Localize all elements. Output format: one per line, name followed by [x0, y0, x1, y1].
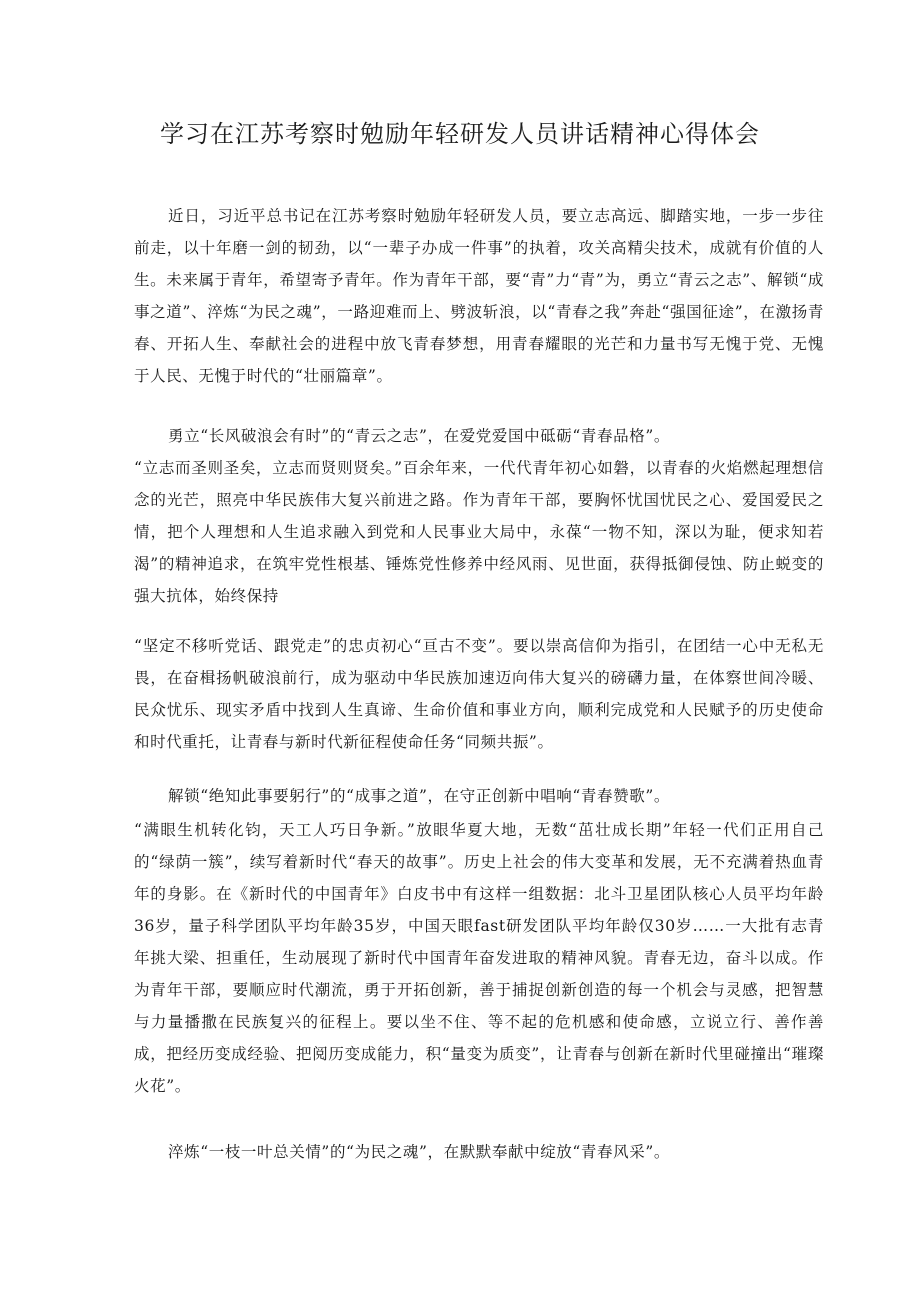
section-heading-ambition: 勇立“长风破浪会有时”的“青云之志”，在爱党爱国中砥砺“青春品格”。: [168, 427, 670, 445]
section-heading-service: 淬炼“一枝一叶总关情”的“为民之魂”，在默默奉献中绽放“青春风采”。: [168, 1143, 670, 1161]
document-title: 学习在江苏考察时勉励年轻研发人员讲话精神心得体会: [160, 120, 760, 148]
paragraph-ambition-body-continued: “坚定不移听党话、跟党走”的忠贞初心“亘古不变”。要以崇高信仰为指引，在团结一心中无私无畏，在奋楫扬帆破浪前行，成为驱动中华民族加速迈向伟大复兴的磅礴力量，在体察世间冷暖、民众忧乐、现实矛盾中找到人生真谛、生命价值和事业方向，顺利完成党和人民赋予的历史使命和时代重托，让青春与新时代新征程使命任务“同频共振”。: [134, 637, 824, 751]
section-heading-practice: 解锁“绝知此事要躬行”的“成事之道”，在守正创新中唱响“青春赞歌”。: [168, 787, 670, 805]
paragraph-ambition-body: “立志而圣则圣矣，立志而贤则贤矣。”百余年来，一代代青年初心如磐，以青春的火焰燃起理想信念的光芒，照亮中华民族伟大复兴前进之路。作为青年干部，要胸怀忧国忧民之心、爱国爱民之情，把个人理想和人生追求融入到党和人民事业大局中，永葆“一物不知，深以为耻，便求知若渴”的精神追求，在筑牢党性根基、锤炼党性修养中经风雨、见世面，获得抵御侵蚀、防止蜕变的强大抗体，始终保持: [134, 459, 824, 605]
paragraph-practice-body: “满眼生机转化钧，天工人巧日争新。”放眼华夏大地，无数“茁壮成长期”年轻一代们正用自己的“绿荫一簇”，续写着新时代“春天的故事”。历史上社会的伟大变革和发展，无不充满着热血青年的身影。在《新时代的中国青年》白皮书中有这样一组数据：北斗卫星团队核心人员平均年龄36岁，量子科学团队平均年龄35岁，中国天眼fast研发团队平均年龄仅30岁……一大批有志青年挑大梁、担重任，生动展现了新时代中国青年奋发进取的精神风貌。青春无边，奋斗以成。作为青年干部，要顺应时代潮流，勇于开拓创新，善于捕捉创新创造的每一个机会与灵感，把智慧与力量播撒在民族复兴的征程上。要以坐不住、等不起的危机感和使命感，立说立行、善作善成，把经历变成经验、把阅历变成能力，积“量变为质变”，让青春与创新在新时代里碰撞出“璀璨火花”。: [134, 821, 824, 1095]
paragraph-intro: 近日，习近平总书记在江苏考察时勉励年轻研发人员，要立志高远、脚踏实地，一步一步往前走，以十年磨一剑的韧劲，以“一辈子办成一件事”的执着，攻关高精尖技术，成就有价值的人生。未来属于青年，希望寄予青年。作为青年干部，要“青”力“青”为，勇立“青云之志”、解锁“成事之道”、淬炼“为民之魂”，一路迎难而上、劈波斩浪，以“青春之我”奔赴“强国征途”，在激扬青春、开拓人生、奉献社会的进程中放飞青春梦想，用青春耀眼的光芒和力量书写无愧于党、无愧于人民、无愧于时代的“壮丽篇章”。: [134, 207, 824, 385]
